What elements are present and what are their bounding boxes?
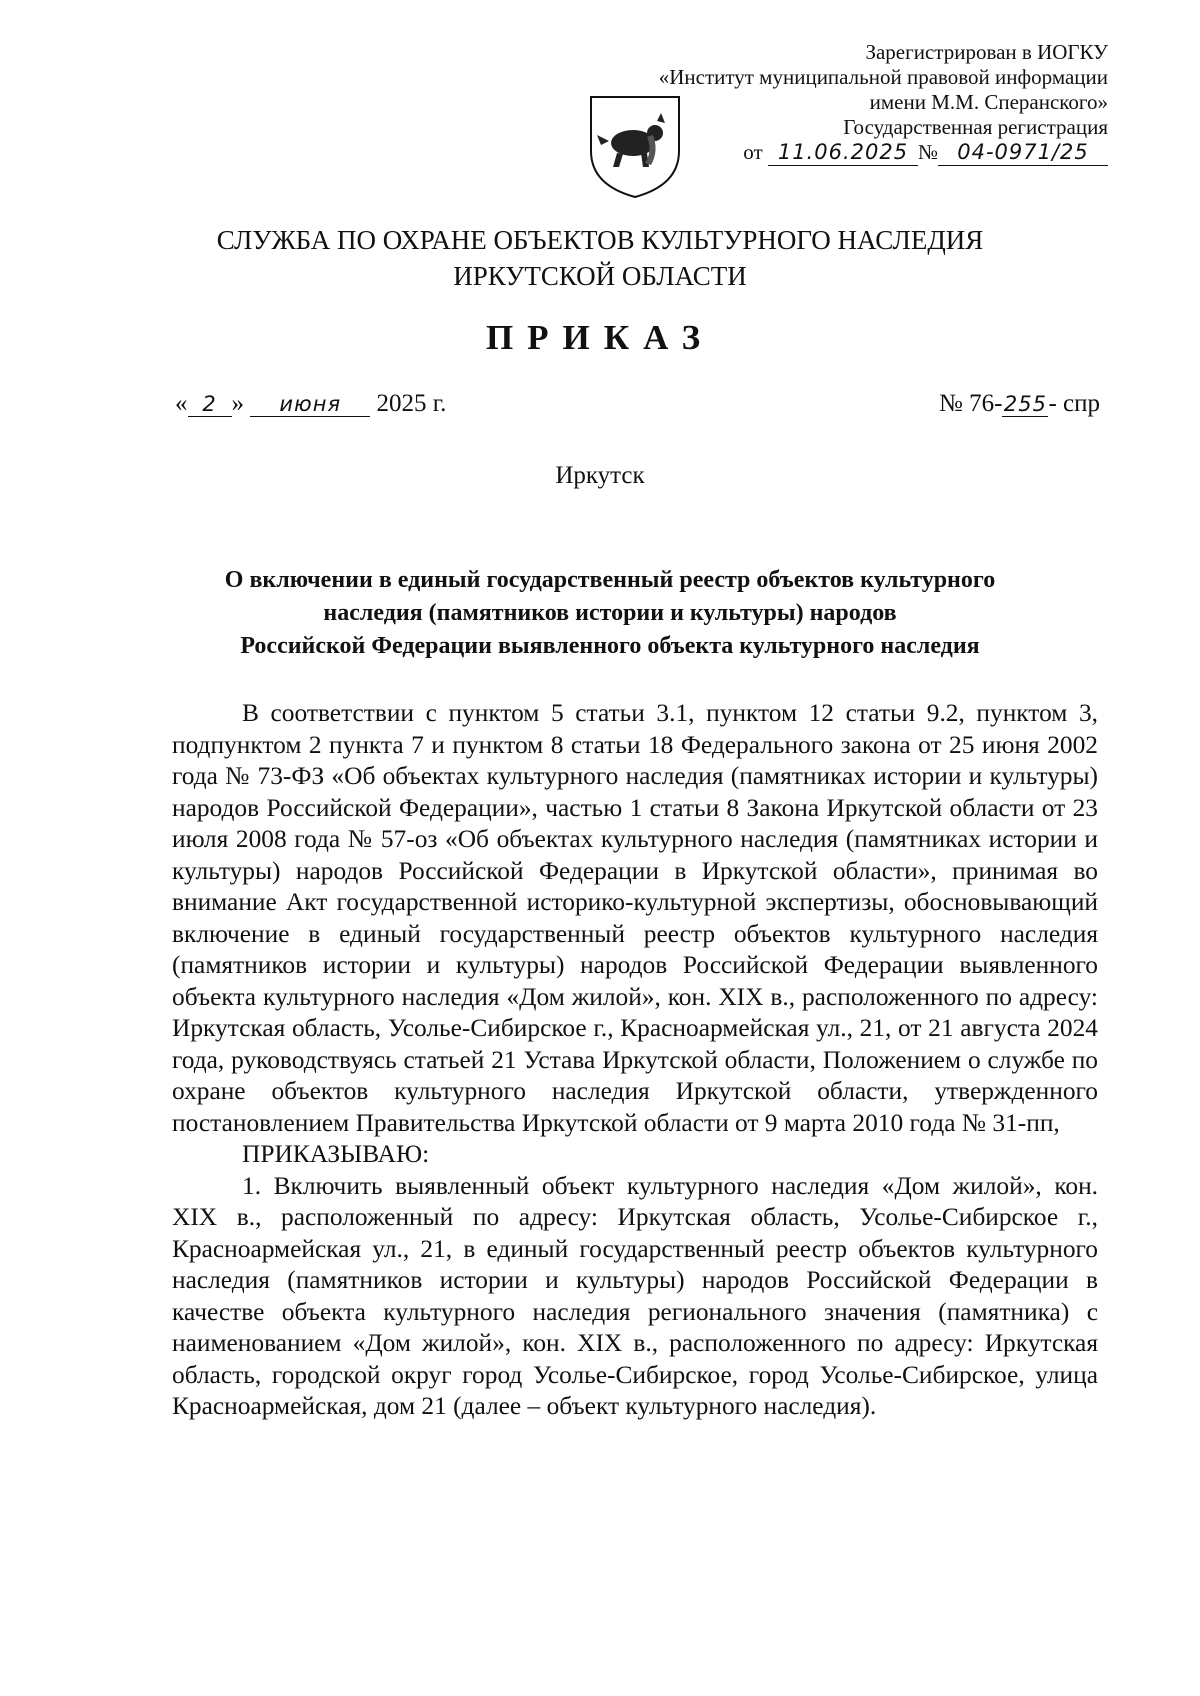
registration-line-3: имени М.М. Сперанского» <box>869 90 1108 114</box>
registration-line-2: «Институт муниципальной правовой информации <box>658 65 1108 89</box>
subject-line-1: О включении в единый государственный реестр объектов культурного <box>224 567 996 593</box>
order-word: ПРИКАЗЫВАЮ: <box>242 1140 430 1168</box>
preamble-paragraph: В соответствии с пунктом 5 статьи 3.1, пунктом 12 статьи 9.2, пунктом 3, подпунктом 2 пункта 7 и пунктом 8 статьи 18 Федерального закона от 25 июня 2002 года № 73-ФЗ «Об объектах культурного наследия (памятниках истории и культуры) народов Российской Федерации», частью 1 статьи 8 Закона Иркутской области от 23 июля 2008 года № 57-оз «Об объектах культурного наследия (памятниках истории и культуры) народов Российской Федерации в Иркутской области», принимая во внимание Акт государственной историко-культурной экспертизы, обосновывающий включение в единый государственный реестр объектов культурного наследия (памятников истории и культуры) народов Российской Федерации выявленного объекта культурного наследия «Дом жилой», кон. XIX в., расположенного по адресу: Иркутская область, Усолье-Сибирское г., Красноармейская ул., 21, от 21 августа 2024 года, руководствуясь статьей 21 Устава Иркутской области, Положением о службе по охране объектов культурного наследия Иркутской области, утвержденного постановлением Правительства Иркутской области от 9 марта 2010 года № 31-пп, <box>172 699 1098 1137</box>
subject-line-2: наследия (памятников истории и культуры) народов <box>323 600 897 626</box>
order-number <box>939 390 1100 418</box>
date-open-quote: « <box>175 390 188 417</box>
order-subject <box>130 564 1090 663</box>
city: Иркутск <box>555 462 645 489</box>
registration-date: 11.06.2025 <box>768 140 918 166</box>
registration-line-1: Зарегистрирован в ИОГКУ <box>865 40 1108 64</box>
order-date <box>175 390 446 418</box>
registration-date-prefix: от <box>743 140 763 164</box>
irkutsk-coat-of-arms-icon <box>587 93 683 201</box>
order-number-suffix: - спр <box>1048 390 1100 417</box>
agency-name <box>0 222 1200 294</box>
registration-line-4: Государственная регистрация <box>843 115 1108 139</box>
order-number-prefix: № 76- <box>939 390 1003 417</box>
order-body <box>172 698 1098 1423</box>
agency-line-1: СЛУЖБА ПО ОХРАНЕ ОБЪЕКТОВ КУЛЬТУРНОГО НАСЛЕДИЯ <box>216 225 984 255</box>
registration-number: 04-0971/25 <box>938 140 1108 166</box>
registration-number-prefix: № <box>917 140 938 164</box>
subject-line-3: Российской Федерации выявленного объекта культурного наследия <box>240 633 980 659</box>
date-day: 2 <box>188 392 232 417</box>
date-month: июня <box>250 392 370 417</box>
order-number-value: 255 <box>1003 392 1047 416</box>
date-close-quote: » <box>231 390 244 417</box>
agency-line-2: ИРКУТСКОЙ ОБЛАСТИ <box>453 261 747 291</box>
item-1-paragraph: 1. Включить выявленный объект культурного наследия «Дом жилой», кон. XIX в., расположенный по адресу: Иркутская область, Усолье-Сибирское г., Красноармейская ул., 21, в единый государственный реестр объектов культурного наследия (памятников истории и культуры) народов Российской Федерации в качестве объекта культурного наследия регионального значения (памятника) с наименованием «Дом жилой», кон. XIX в., расположенного по адресу: Иркутская область, городской округ город Усолье-Сибирское, город Усолье-Сибирское, улица Красноармейская, дом 21 (далее – объект культурного наследия). <box>172 1171 1098 1420</box>
date-year: 2025 г. <box>376 390 447 417</box>
document-type-title: ПРИКАЗ <box>485 318 715 357</box>
